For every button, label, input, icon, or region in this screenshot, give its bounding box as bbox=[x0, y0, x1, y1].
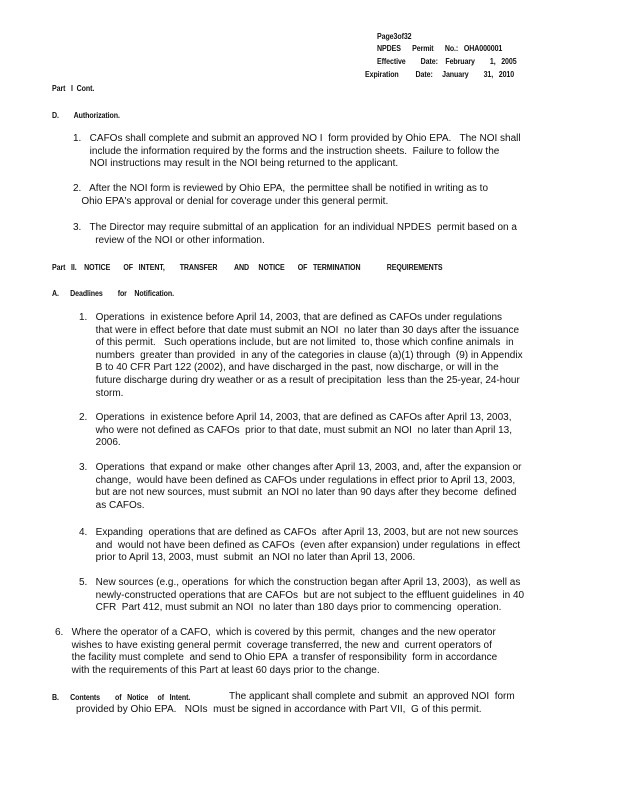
list-item bbox=[73, 222, 517, 247]
list-item bbox=[73, 133, 521, 171]
permit-number: NPDES Permit No.: OHA000001 bbox=[377, 43, 503, 53]
expiration-date: Expiration Date: January 31, 2010 bbox=[365, 69, 515, 79]
part-continuation: Part I Cont. bbox=[52, 83, 95, 93]
section-b-heading: B. Contents of Notice of Intent. bbox=[52, 692, 191, 702]
text-line: 4. Expanding operations that are defined as CAFOs after April 13, 2003, but are not new sources bbox=[79, 527, 519, 538]
text-line: but are not new sources, must submit an NOI no later than 90 days after they become defined bbox=[79, 487, 517, 499]
text-line: Ohio EPA's approval or denial for coverage under this general permit. bbox=[73, 195, 389, 207]
text-line: newly-constructed operations that are CAFOs but are not subject to the effluent guidelines in 40 bbox=[79, 589, 525, 601]
text-line: prior to April 13, 2003, must submit an NOI no later than April 13, 2006. bbox=[79, 552, 416, 564]
text-line: 1. CAFOs shall complete and submit an approved NO I form provided by Ohio EPA. The NOI shall bbox=[73, 133, 521, 144]
text-line: B to 40 CFR Part 122 (2002), and have discharged in the past, now discharge, or will in the bbox=[79, 362, 499, 374]
list-item bbox=[79, 312, 523, 400]
text-line: change, would have been defined as CAFOs under regulations in effect prior to April 13, 2003, bbox=[79, 474, 516, 486]
section-b-text: The applicant shall complete and submit an approved NOI form bbox=[229, 691, 515, 702]
text-line: and would not have been defined as CAFOs (even after expansion) under regulations in effect bbox=[79, 539, 521, 551]
text-line: the facility must complete and send to Ohio EPA a transfer of responsibility form in accordance bbox=[55, 652, 498, 664]
part-ii-title: Part II. NOTICE OF INTENT, TRANSFER AND NOTICE OF TERMINATION REQUIREMENTS bbox=[52, 262, 443, 272]
text-line: as CAFOs. bbox=[79, 499, 145, 511]
text-line: future discharge during dry weather or as a result of precipitation less than the 25-year, 24-hour bbox=[79, 374, 520, 386]
list-item bbox=[55, 627, 497, 677]
section-d-heading: D. Authorization. bbox=[52, 110, 120, 120]
text-line: review of the NOI or other information. bbox=[73, 234, 265, 246]
text-line: 3. The Director may require submittal of an application for an individual NPDES permit based on a bbox=[73, 222, 517, 233]
text-line: 2. Operations in existence before April 14, 2003, that are defined as CAFOs after April 13, 2003, bbox=[79, 412, 512, 423]
text-line: NOI instructions may result in the NOI being returned to the applicant. bbox=[73, 158, 399, 170]
text-line: 2. After the NOI form is reviewed by Ohio EPA, the permittee shall be notified in writing as to bbox=[73, 183, 489, 194]
list-item bbox=[79, 527, 520, 565]
list-item bbox=[79, 412, 512, 450]
text-line: that were in effect before that date must submit an NOI no later than 30 days after the issuance bbox=[79, 324, 520, 336]
section-b-text: provided by Ohio EPA. NOIs must be signed in accordance with Part VII, G of this permit. bbox=[76, 704, 482, 715]
page-number: Page3of32 bbox=[377, 31, 412, 41]
text-line: 3. Operations that expand or make other changes after April 13, 2003, and, after the expansion or bbox=[79, 462, 522, 473]
text-line: include the information required by the forms and the instruction sheets. Failure to follow the bbox=[73, 145, 500, 157]
text-line: 6. Where the operator of a CAFO, which is covered by this permit, changes and the new operator bbox=[55, 627, 496, 638]
effective-date: Effective Date: February 1, 2005 bbox=[377, 56, 517, 66]
text-line: storm. bbox=[79, 387, 124, 399]
list-item bbox=[73, 183, 488, 208]
text-line: numbers greater than provided in any of the categories in clause (a)(1) through (9) in Appendix bbox=[79, 349, 523, 361]
list-item bbox=[79, 577, 524, 615]
text-line: of this permit. Such operations include, but are not limited to, those which confine animals in bbox=[79, 337, 514, 349]
text-line: wishes to have existing general permit coverage transferred, the new and current operators of bbox=[55, 639, 492, 651]
list-item bbox=[79, 462, 522, 512]
text-line: who were not defined as CAFOs prior to that date, must submit an NOI no later than April 13, bbox=[79, 424, 512, 436]
text-line: CFR Part 412, must submit an NOI no later than 180 days prior to commencing operation. bbox=[79, 602, 502, 614]
text-line: with the requirements of this Part at least 60 days prior to the change. bbox=[55, 664, 380, 676]
text-line: 5. New sources (e.g., operations for which the construction began after April 13, 2003), as well as bbox=[79, 577, 521, 588]
text-line: 2006. bbox=[79, 437, 121, 449]
text-line: 1. Operations in existence before April 14, 2003, that are defined as CAFOs under regulations bbox=[79, 312, 503, 323]
section-a-heading: A. Deadlines for Notification. bbox=[52, 288, 175, 298]
